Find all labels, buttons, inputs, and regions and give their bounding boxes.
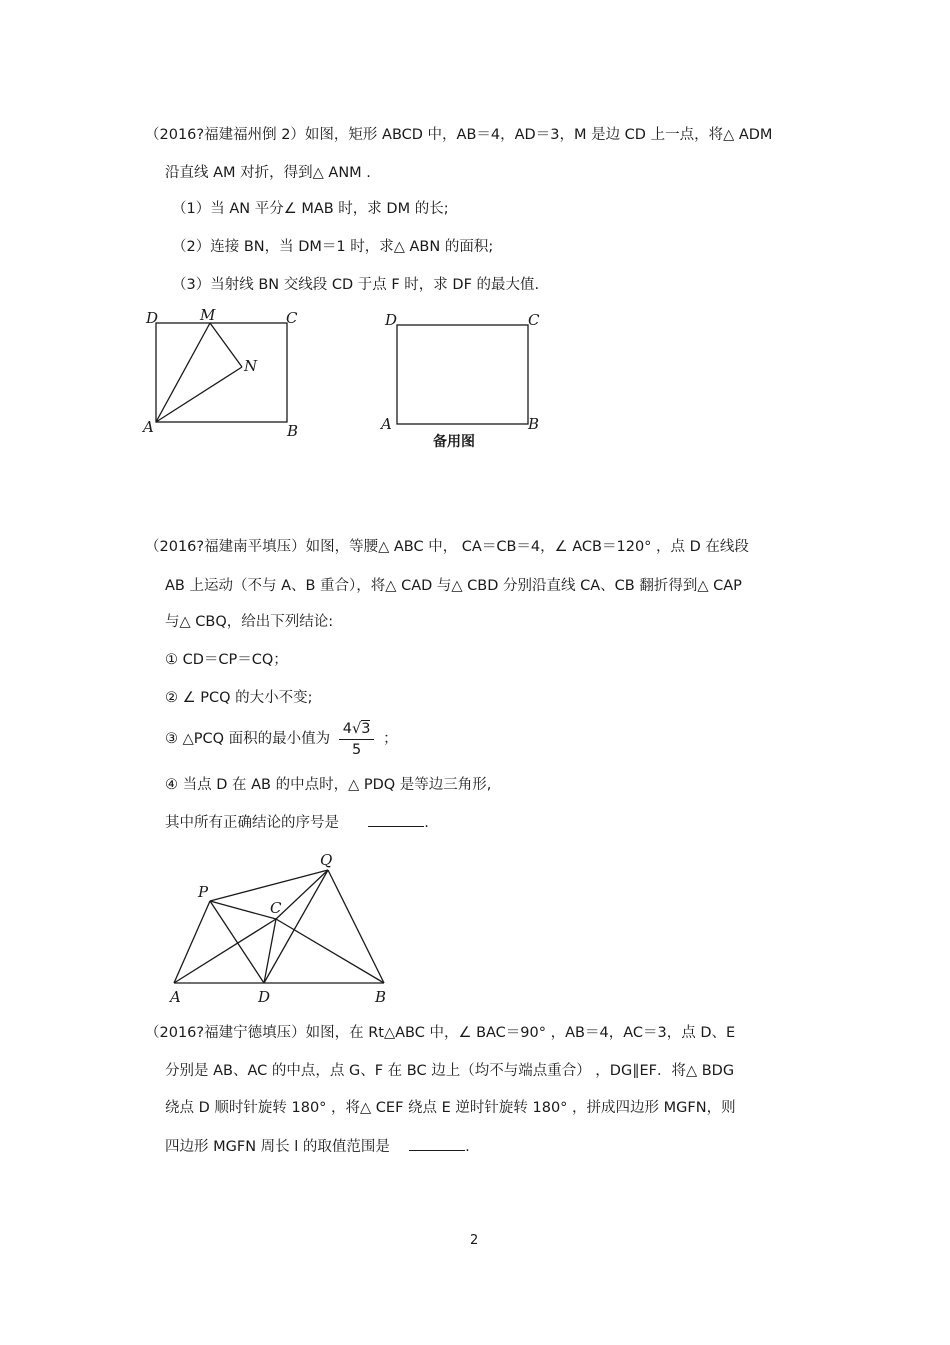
problem1-line-2: 沿直线 AM 对折，得到△ ANM . [165, 165, 371, 181]
fraction-radicand: 3 [361, 720, 371, 737]
label-n: N [244, 357, 258, 375]
label-q: Q [320, 851, 333, 869]
label-m: M [200, 306, 216, 324]
problem2-item-1: ① CD＝CP＝CQ； [165, 652, 288, 668]
problem3-question: 四边形 MGFN 周长 l 的取值范围是 [165, 1139, 390, 1155]
problem3-line-1: （2016?福建宁德填压）如图，在 Rt△ABC 中，∠ BAC＝90° ，AB＝4，AC＝3，点 D、E [145, 1025, 736, 1041]
label-a: A [143, 418, 154, 436]
spare-label-c: C [528, 311, 540, 329]
problem2-line-2: AB 上运动（不与 A、B 重合），将△ CAD 与△ CBD 分别沿直线 CA、CB 翻折得到△ CAP [165, 578, 742, 594]
label-c: C [286, 309, 298, 327]
spare-caption: 备用图 [433, 434, 475, 450]
item3-suffix: ； [383, 731, 398, 747]
fraction-denominator: 5 [352, 741, 362, 758]
spare-rectangle [397, 325, 528, 424]
problem2-line-1: （2016?福建南平填压）如图，等腰△ ABC 中， CA＝CB＝4，∠ ACB＝120° ，点 D 在线段 [145, 539, 749, 555]
segment-dq [264, 870, 328, 983]
segment-ap [174, 901, 210, 983]
label-d: D [146, 309, 159, 327]
spare-label-d: D [385, 311, 398, 329]
answer-blank-3 [409, 1136, 465, 1151]
label-c2: C [270, 899, 282, 917]
problem3-line-3: 绕点 D 顺时针旋转 180° ，将△ CEF 绕点 E 逆时针旋转 180° ，拼成四边形 MGFN，则 [165, 1100, 736, 1116]
fraction-coefficient: 4 [342, 720, 352, 737]
problem2-item-4: ④ 当点 D 在 AB 的中点时，△ PDQ 是等边三角形, [165, 777, 492, 793]
problem3-line-2: 分别是 AB、AC 的中点，点 G、F 在 BC 边上（均不与端点重合） ，DG∥EF．将△ BDG [165, 1063, 735, 1079]
problem3-line-4 [165, 1136, 470, 1157]
label-b2: B [375, 988, 387, 1006]
triangle-figure [160, 845, 400, 1010]
spare-figure [375, 305, 555, 455]
segment-pq [210, 870, 328, 901]
problem2-question [165, 812, 429, 833]
item3-prefix: ③ △PCQ 面积的最小值为 [165, 731, 331, 747]
label-b: B [287, 422, 299, 440]
problem3-end: . [465, 1139, 470, 1155]
min-area-fraction: $\frac{4√3}{5}$ [339, 719, 375, 760]
question-end: . [424, 815, 429, 831]
label-d2: D [258, 988, 271, 1006]
segment-am [156, 323, 210, 422]
label-a2: A [170, 988, 181, 1006]
question-text: 其中所有正确结论的序号是 [165, 815, 339, 831]
spare-label-b: B [528, 415, 540, 433]
spare-label-a: A [381, 415, 392, 433]
segment-mn [210, 323, 242, 367]
problem1-part-1: （1）当 AN 平分∠ MAB 时，求 DM 的长; [172, 201, 449, 217]
segment-an [156, 367, 242, 422]
problem2-line-3: 与△ CBQ，给出下列结论: [165, 614, 334, 630]
problem2-item-2: ② ∠ PCQ 的大小不变; [165, 690, 313, 706]
problem1-part-3: （3）当射线 BN 交线段 CD 于点 F 时，求 DF 的最大值. [172, 277, 540, 293]
rectangle-figure [140, 305, 320, 440]
label-p: P [198, 883, 209, 901]
problem1-part-2: （2）连接 BN，当 DM＝1 时，求△ ABN 的面积; [172, 239, 494, 255]
page-number: 2 [470, 1233, 479, 1248]
problem1-line-1: （2016?福建福州倒 2）如图，矩形 ABCD 中，AB＝4，AD＝3，M 是边 CD 上一点，将△ ADM [145, 127, 773, 143]
answer-blank [368, 812, 424, 827]
segment-ac [174, 919, 276, 983]
problem2-item-3 [165, 716, 398, 762]
